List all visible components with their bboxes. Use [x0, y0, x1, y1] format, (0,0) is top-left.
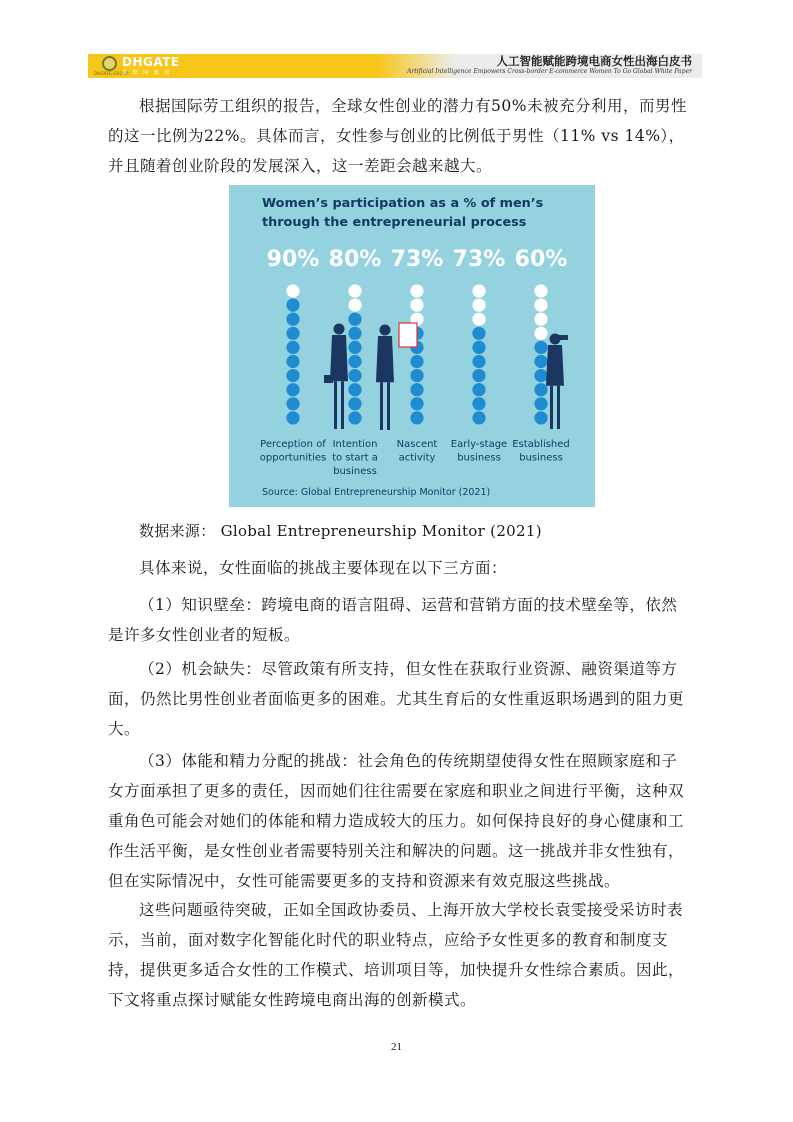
filled-dot — [534, 341, 547, 354]
category-label: to start a — [332, 452, 378, 464]
challenge-2: （2）机会缺失：尽管政策有所支持，但女性在获取行业资源、融资渠道等方面，仍然比男性创业者面临更多的困难。尤其生育后的女性重返职场遇到的阻力更大。 — [108, 660, 685, 738]
filled-dot — [410, 369, 423, 382]
filled-dot — [286, 383, 299, 396]
category-label: business — [457, 452, 501, 464]
category-label: Nascent — [396, 439, 438, 450]
empty-dot — [286, 284, 299, 297]
empty-dot — [472, 299, 485, 312]
challenges-intro: 具体来说，女性面临的挑战主要体现在以下三方面： — [139, 559, 508, 577]
woman-with-clipboard-figure — [376, 325, 394, 431]
filled-dot — [472, 355, 485, 368]
filled-dot — [286, 355, 299, 368]
chart-title: Women’s participation as a % of men’s through the entrepreneurial process — [262, 196, 544, 230]
filled-dot — [410, 383, 423, 396]
filled-dot — [472, 383, 485, 396]
filled-dot — [534, 397, 547, 410]
empty-dot — [472, 284, 485, 297]
empty-dot — [348, 284, 361, 297]
clipboard-icon — [399, 323, 417, 347]
filled-dot — [410, 397, 423, 410]
category-label: Established — [512, 439, 570, 450]
filled-dot — [286, 397, 299, 410]
filled-dot — [286, 299, 299, 312]
chart-caption: 数据来源： Global Entrepreneurship Monitor (2021) — [139, 522, 542, 540]
category-label: opportunities — [259, 452, 327, 464]
document-subtitle: Artificial Intelligence Empowers Cross-border E-commerce Women To Go Global White Paper — [407, 68, 692, 75]
page-number: 21 — [391, 1041, 402, 1053]
category-label: business — [519, 452, 563, 464]
empty-dot — [410, 299, 423, 312]
filled-dot — [534, 383, 547, 396]
empty-dot — [348, 299, 361, 312]
chart-plot — [229, 185, 595, 507]
empty-dot — [534, 284, 547, 297]
filled-dot — [534, 369, 547, 382]
brand-small: DHGATE GROUP — [94, 71, 129, 76]
category-label: Early-stage — [450, 439, 508, 450]
filled-dot — [286, 411, 299, 424]
chart-source: Source: Global Entrepreneurship Monitor (2021) — [262, 487, 491, 498]
filled-dot — [410, 411, 423, 424]
page-header — [88, 54, 702, 78]
briefcase-icon — [324, 375, 333, 383]
filled-dot — [472, 341, 485, 354]
woman-with-binoculars-figure — [546, 334, 564, 430]
conclusion-paragraph: 这些问题亟待突破，正如全国政协委员、上海开放大学校长袁雯接受采访时表示，当前，面对数字化智能化时代的职业特点，应给予女性更多的教育和制度支持，提供更多适合女性的工作模式、培训项目等，加快提升女性综合素质。因此，下文将重点探讨赋能女性跨境电商出海的创新模式。 — [108, 901, 685, 1009]
value-label: 73% — [452, 247, 506, 272]
filled-dot — [348, 411, 361, 424]
brand-subtitle: 敦 煌 网 集 团 — [122, 70, 172, 76]
category-label: Intention — [332, 439, 378, 450]
category-label: activity — [398, 452, 436, 464]
filled-dot — [286, 341, 299, 354]
dhgate-seal-icon — [102, 56, 117, 71]
category-label: business — [333, 466, 377, 477]
filled-dot — [410, 355, 423, 368]
empty-dot — [534, 299, 547, 312]
filled-dot — [348, 383, 361, 396]
filled-dot — [472, 369, 485, 382]
filled-dot — [472, 411, 485, 424]
filled-dot — [348, 355, 361, 368]
value-label: 80% — [328, 247, 382, 272]
challenge-1: （1）知识壁垒：跨境电商的语言阻碍、运营和营销方面的技术壁垒等，依然是许多女性创业者的短板。 — [108, 596, 678, 644]
value-label: 73% — [390, 247, 444, 272]
filled-dot — [348, 341, 361, 354]
empty-dot — [534, 327, 547, 340]
binoculars-icon — [559, 335, 568, 340]
filled-dot — [348, 327, 361, 340]
filled-dot — [286, 327, 299, 340]
filled-dot — [534, 355, 547, 368]
value-label: 90% — [266, 247, 320, 272]
brand-logo: DHGATE — [122, 55, 180, 69]
challenge-3: （3）体能和精力分配的挑战：社会角色的传统期望使得女性在照顾家庭和子女方面承担了更多的责任，因而她们往往需要在家庭和职业之间进行平衡，这种双重角色可能会对她们的体能和精力造成较大的压力。如何保持良好的身心健康和工作生活平衡，是女性创业者需要特别关注和解决的问题。这一挑战并非女性独有，但在实际情况中，女性可能需要更多的支持和资源来有效克服这些挑战。 — [108, 752, 685, 890]
filled-dot — [348, 313, 361, 326]
category-label: Perception of — [260, 439, 326, 450]
empty-dot — [410, 284, 423, 297]
filled-dot — [348, 369, 361, 382]
filled-dot — [286, 313, 299, 326]
empty-dot — [534, 313, 547, 326]
document-title: 人工智能赋能跨境电商女性出海白皮书 — [496, 54, 692, 68]
filled-dot — [472, 397, 485, 410]
intro-paragraph: 根据国际劳工组织的报告，全球女性创业的潜力有50%未被充分利用，而男性的这一比例为22%。具体而言，女性参与创业的比例低于男性（11% vs 14%），并且随着创业阶段的发展深入，这一差距会越来越大。 — [108, 97, 687, 175]
filled-dot — [472, 327, 485, 340]
filled-dot — [286, 369, 299, 382]
empty-dot — [472, 313, 485, 326]
value-label: 60% — [514, 247, 568, 272]
filled-dot — [534, 411, 547, 424]
participation-chart — [229, 185, 595, 507]
filled-dot — [348, 397, 361, 410]
